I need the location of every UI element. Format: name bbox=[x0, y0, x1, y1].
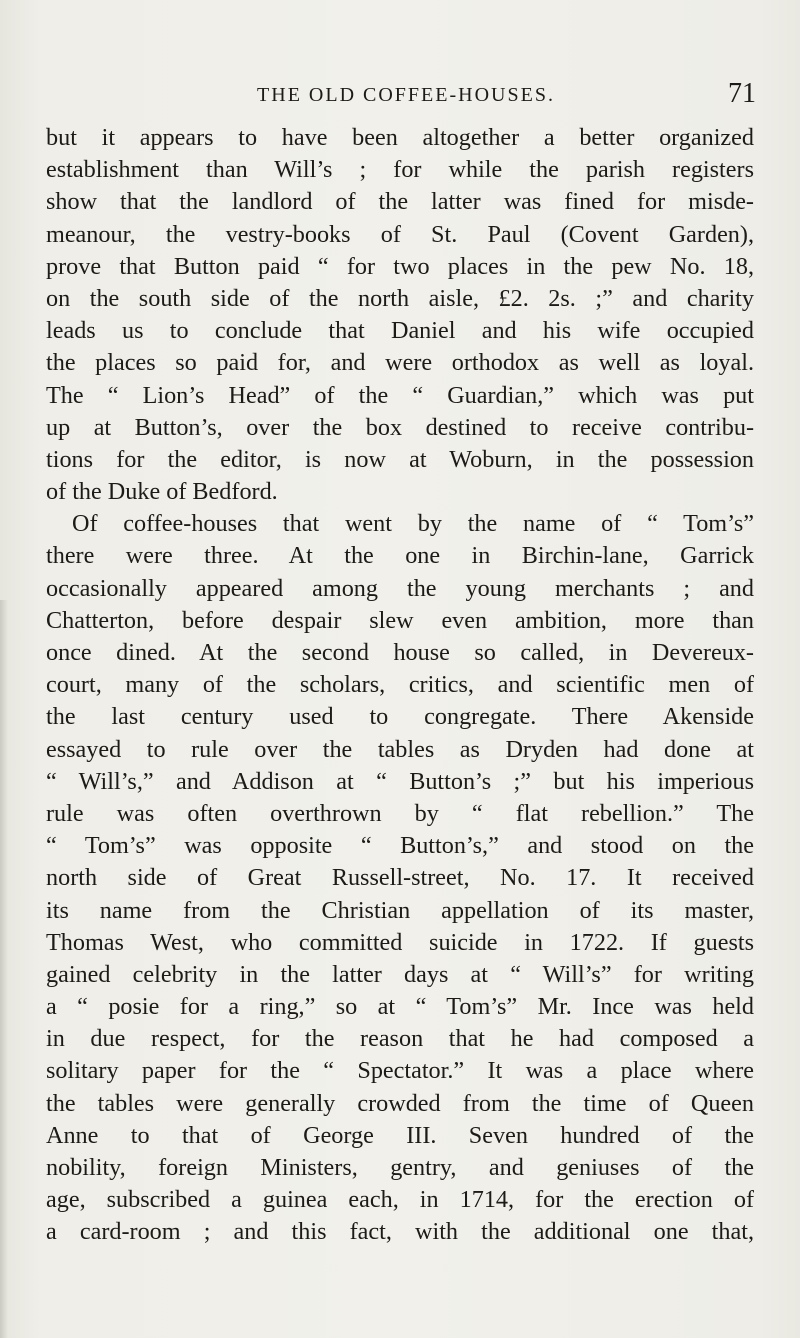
text-line: up at Button’s, over the box destined to receive contribu- bbox=[46, 413, 754, 441]
text-line: court, many of the scholars, critics, and scientific men of bbox=[46, 671, 754, 699]
text-line: Thomas West, who committed suicide in 1722. If guests bbox=[46, 928, 754, 956]
text-line: Of coffee-houses that went by the name of “ Tom’s” bbox=[72, 510, 754, 538]
text-line: Chatterton, before despair slew even ambition, more than bbox=[46, 606, 754, 634]
text-line: its name from the Christian appellation of its master, bbox=[46, 896, 754, 924]
text-line: prove that Button paid “ for two places in the pew No. 18, bbox=[46, 252, 754, 280]
text-line: solitary paper for the “ Spectator.” It was a place where bbox=[46, 1057, 754, 1085]
text-line: “ Will’s,” and Addison at “ Button’s ;” but his imperious bbox=[46, 767, 754, 795]
page-header bbox=[56, 78, 756, 114]
text-line: the tables were generally crowded from the time of Queen bbox=[46, 1089, 754, 1117]
page-edge-shadow bbox=[0, 600, 8, 1338]
text-line: meanour, the vestry-books of St. Paul (Covent Garden), bbox=[46, 220, 754, 248]
text-line: a card-room ; and this fact, with the additional one that, bbox=[46, 1218, 754, 1246]
text-line: leads us to conclude that Daniel and his wife occupied bbox=[46, 317, 754, 345]
text-line: a “ posie for a ring,” so at “ Tom’s” Mr. Ince was held bbox=[46, 993, 754, 1021]
text-line: establishment than Will’s ; for while the parish registers bbox=[46, 156, 754, 184]
text-line: the places so paid for, and were orthodox as well as loyal. bbox=[46, 349, 754, 377]
text-line: on the south side of the north aisle, £2. 2s. ;” and charity bbox=[46, 284, 754, 312]
text-line: show that the landlord of the latter was fined for misde- bbox=[46, 188, 754, 216]
text-line: occasionally appeared among the young merchants ; and bbox=[46, 574, 754, 602]
text-line: age, subscribed a guinea each, in 1714, for the erection of bbox=[46, 1186, 754, 1214]
text-line: north side of Great Russell-street, No. 17. It received bbox=[46, 864, 754, 892]
text-line: nobility, foreign Ministers, gentry, and geniuses of the bbox=[46, 1154, 754, 1181]
text-line: of the Duke of Bedford. bbox=[46, 478, 278, 506]
text-line: once dined. At the second house so called, in Devereux- bbox=[46, 639, 754, 666]
text-line: tions for the editor, is now at Woburn, in the possession bbox=[46, 445, 754, 473]
text-line: in due respect, for the reason that he had composed a bbox=[46, 1025, 754, 1053]
text-line: rule was often overthrown by “ flat rebellion.” The bbox=[46, 799, 754, 827]
page-number: 71 bbox=[728, 78, 756, 109]
running-title: THE OLD COFFEE-HOUSES. bbox=[257, 84, 555, 106]
text-line: but it appears to have been altogether a better organized bbox=[46, 124, 754, 151]
text-line: the last century used to congregate. There Akenside bbox=[46, 703, 754, 731]
text-line: “ Tom’s” was opposite “ Button’s,” and stood on the bbox=[46, 832, 754, 860]
text-line: essayed to rule over the tables as Dryden had done at bbox=[46, 735, 754, 763]
body-text bbox=[46, 122, 754, 1249]
text-line: Anne to that of George III. Seven hundred of the bbox=[46, 1121, 754, 1149]
text-line: gained celebrity in the latter days at “ Will’s” for writing bbox=[46, 960, 754, 988]
text-line: there were three. At the one in Birchin-lane, Garrick bbox=[46, 542, 754, 570]
text-line: The “ Lion’s Head” of the “ Guardian,” which was put bbox=[46, 381, 754, 409]
